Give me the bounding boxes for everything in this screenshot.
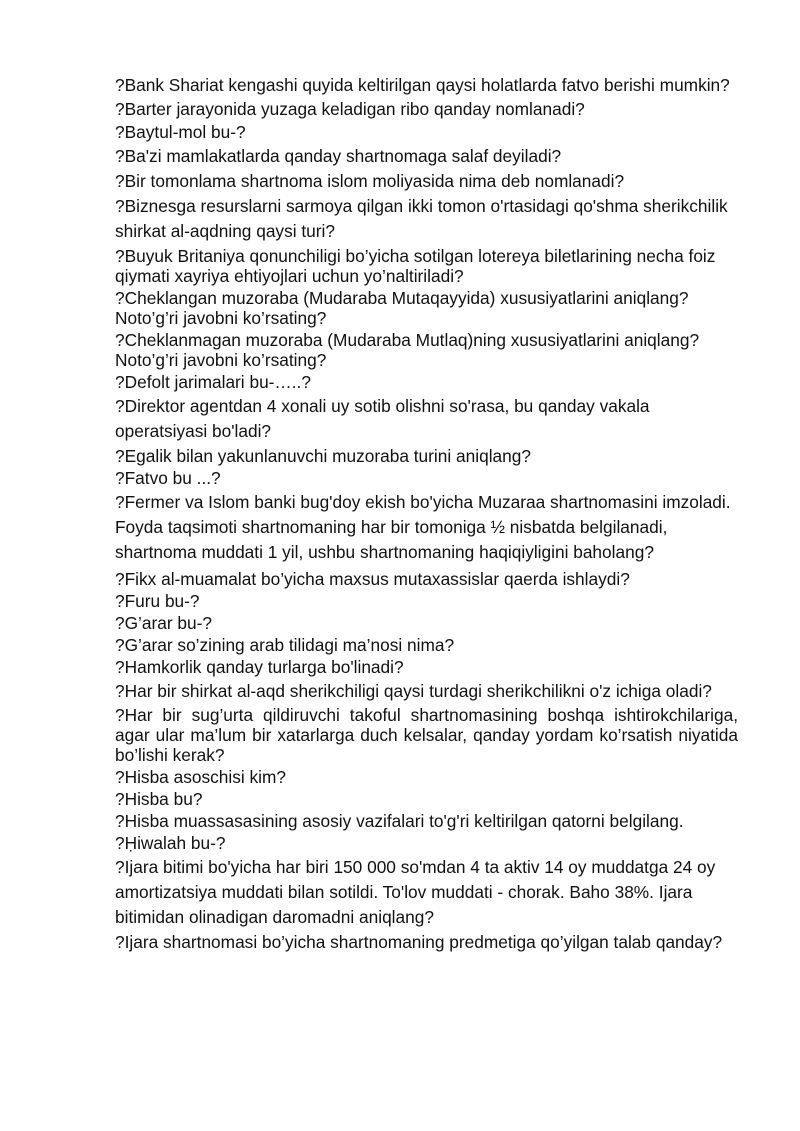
question-item: ?Ḥiwalah bu-? xyxy=(115,833,226,853)
question-item: ?Fikx al-muamalat bo’yicha maxsus mutaxassislar qaerda ishlaydi? xyxy=(115,569,630,589)
question-item: ?Har bir sug’urta qildiruvchi takoful shartnomasining boshqa ishtirokchilariga, agar ular ma’lum bir xatarlarga duch kelsalar, qanday yordam ko’rsatish niyatida bo’lishi kerak? xyxy=(115,705,738,765)
question-item: ?Bir tomonlama shartnoma islom moliyasida nima deb nomlanadi? xyxy=(115,171,625,191)
question-item: ?Cheklangan muzoraba (Mudaraba Mutaqayyida) xususiyatlarini aniqlang? Noto’g’ri javobni ko’rsating? xyxy=(115,288,689,328)
question-item: ?Har bir shirkat al-aqd sherikchiligi qaysi turdagi sherikchilikni o'z ichiga oladi? xyxy=(115,681,712,701)
question-item: ?G’arar bu-? xyxy=(115,613,213,633)
question-item: ?Biznesga resurslarni sarmoya qilgan ikki tomon o'rtasidagi qo'shma sherikchilik shirkat al-aqdning qaysi turi? xyxy=(115,196,728,241)
question-item: ?Egalik bilan yakunlanuvchi muzoraba turini aniqlang? xyxy=(115,446,531,466)
question-item: ?Ijara shartnomasi bo’yicha shartnomaning predmetiga qo’yilgan talab qanday? xyxy=(115,932,723,952)
document-page xyxy=(115,75,738,955)
question-item: ?Hisba asoschisi kim? xyxy=(115,767,286,787)
question-item: ?Hamkorlik qanday turlarga bo'linadi? xyxy=(115,657,404,677)
question-item: ?G’arar so’zining arab tilidagi ma’nosi nima? xyxy=(115,635,455,655)
question-item: ?Cheklanmagan muzoraba (Mudaraba Mutlaq)ning xususiyatlarini aniqlang?Noto’g’ri javobni ko’rsating? xyxy=(115,330,700,370)
question-item: ?Hisba muassasasining asosiy vazifalari to'g'ri keltirilgan qatorni belgilang. xyxy=(115,811,684,831)
question-item: ?Fatvo bu ...? xyxy=(115,468,221,488)
question-item: ?Baytul-mol bu-? xyxy=(115,122,246,142)
question-item: ?Direktor agentdan 4 xonali uy sotib olishni so'rasa, bu qanday vakala operatsiyasi bo'ladi? xyxy=(115,396,650,441)
question-item: ?Ijara bitimi bo'yicha har biri 150 000 so'mdan 4 ta aktiv 14 oy muddatga 24 oy amortizatsiya muddati bilan sotildi. To'lov muddati - chorak. Baho 38%. Ijara bitimidan olinadigan daromadni aniqlang? xyxy=(115,857,716,927)
question-item: ?Defolt jarimalari bu-…..? xyxy=(115,372,311,392)
question-item: ?Buyuk Britaniya qonunchiligi bo’yicha sotilgan lotereya biletlarining necha foiz qiymati xayriya ehtiyojlari uchun yo’naltiriladi? xyxy=(115,246,716,286)
question-item: ?Barter jarayonida yuzaga keladigan ribo qanday nomlanadi? xyxy=(115,99,585,119)
question-item: ?Ba'zi mamlakatlarda qanday shartnomaga salaf deyiladi? xyxy=(115,146,562,166)
question-item: ?Hisba bu? xyxy=(115,789,203,809)
question-item: ?Bank Shariat kengashi quyida keltirilgan qaysi holatlarda fatvo berishi mumkin? xyxy=(115,75,730,95)
question-item: ?Furu bu-? xyxy=(115,591,200,611)
question-item: ?Fermer va Islom banki bug'doy ekish bo'yicha Muzaraa shartnomasini imzoladi. Foyda taqsimoti shartnomaning har bir tomoniga ½ nisbatda belgilanadi, shartnoma muddati 1 yil, ushbu shartnomaning haqiqiyligini baholang? xyxy=(115,492,731,562)
